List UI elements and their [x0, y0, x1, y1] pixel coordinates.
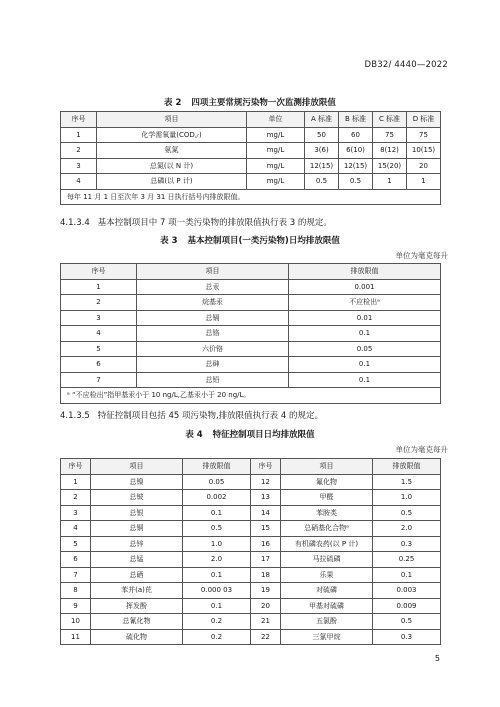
column-header: 序号 [61, 112, 97, 128]
table-row [61, 143, 441, 159]
table-row [61, 474, 441, 490]
table4-title: 特征控制项目日均排放限值 [212, 430, 315, 440]
table-cell: 挥发酚 [91, 598, 183, 614]
column-header: 项目 [137, 264, 289, 280]
table-cell: 马拉硫磷 [281, 552, 373, 568]
table-cell: 化学需氧量(COD꜀ᵣ) [97, 127, 247, 143]
table-cell: 4 [61, 174, 97, 190]
column-header: B 标准 [339, 112, 373, 128]
table-cell: 6(10) [339, 143, 373, 159]
table-cell: 0.001 [289, 279, 441, 295]
column-header: 项目 [91, 459, 183, 475]
table3-title: 基本控制项目(一类污染物)日均排放限值 [187, 236, 340, 246]
table3-caption [0, 234, 500, 246]
table-cell: 12(15) [339, 158, 373, 174]
table-note-row [61, 388, 441, 404]
table-row [61, 521, 441, 537]
table-cell: 3(6) [305, 143, 339, 159]
table-cell: 总硝基化合物ᵃ [281, 521, 373, 537]
paragraph-text: 基本控制项目中 7 项一类污染物的排放限值执行表 3 的规定。 [97, 218, 332, 228]
table-cell: 4 [61, 521, 91, 537]
page-number: 5 [434, 654, 440, 663]
column-header: A 标准 [305, 112, 339, 128]
table-cell: 1 [61, 474, 91, 490]
table-cell: 0.000 03 [183, 583, 251, 599]
table-cell: 硫化物 [91, 629, 183, 645]
column-header: 排放限值 [373, 459, 441, 475]
table-cell: 2.0 [183, 552, 251, 568]
table-cell: 苯胺类 [281, 505, 373, 521]
table-cell: 7 [61, 567, 91, 583]
table-cell: 苯并(a)芘 [91, 583, 183, 599]
table-cell: 0.1 [183, 505, 251, 521]
table-cell: 16 [251, 536, 281, 552]
table-cell: 18 [251, 567, 281, 583]
table-cell: 0.002 [183, 490, 251, 506]
paragraph-number: 4.1.3.5 [60, 411, 90, 421]
table-cell: 0.5 [373, 614, 441, 630]
table-cell: mg/L [247, 174, 305, 190]
table-cell: 15(20) [373, 158, 407, 174]
table-cell: 0.05 [183, 474, 251, 490]
table-cell: 10 [61, 614, 91, 630]
table-cell: 0.5 [183, 521, 251, 537]
table-cell: 有机磷农药(以 P 计) [281, 536, 373, 552]
column-header: 排放限值 [183, 459, 251, 475]
table-cell: 0.1 [289, 372, 441, 388]
table-row [61, 341, 441, 357]
table-cell: 0.3 [373, 536, 441, 552]
table-cell: 3 [61, 310, 137, 326]
table-cell: 14 [251, 505, 281, 521]
table-cell: 10(15) [407, 143, 441, 159]
table-note-row [61, 189, 441, 205]
table4-caption [0, 428, 500, 440]
table-cell: 3 [61, 158, 97, 174]
table-cell: 总镉 [137, 310, 289, 326]
table-cell: 7 [61, 372, 137, 388]
table-cell: 0.1 [289, 357, 441, 373]
table-cell: 11 [61, 629, 91, 645]
table-row [61, 279, 441, 295]
table-row [61, 127, 441, 143]
table-cell: 0.1 [373, 567, 441, 583]
table-cell: 1.5 [373, 474, 441, 490]
column-header: 排放限值 [289, 264, 441, 280]
table-cell: 烷基汞 [137, 295, 289, 311]
table-cell: 21 [251, 614, 281, 630]
table-cell: 总铍 [91, 490, 183, 506]
table-cell: 氨氮 [97, 143, 247, 159]
table-cell: 5 [61, 536, 91, 552]
column-header: 序号 [61, 459, 91, 475]
table-cell: 总铅 [137, 372, 289, 388]
table-cell: 0.2 [183, 614, 251, 630]
table-row [61, 372, 441, 388]
table-row [61, 598, 441, 614]
table-cell: 6 [61, 552, 91, 568]
table-cell: 对硫磷 [281, 583, 373, 599]
table3-unit: 单位为毫克每升 [395, 251, 448, 260]
table-cell: 总硒 [91, 567, 183, 583]
table-row [61, 505, 441, 521]
table-cell: 0.003 [373, 583, 441, 599]
table-row [61, 629, 441, 645]
paragraph-4-1-3-5 [60, 409, 323, 421]
table-cell: 不应检出ᵃ [289, 295, 441, 311]
table4 [60, 458, 441, 645]
table-row [61, 490, 441, 506]
table-cell: 总汞 [137, 279, 289, 295]
table2-number: 表 2 [164, 98, 182, 108]
paragraph-text: 特征控制项目包括 45 项污染物,排放限值执行表 4 的规定。 [97, 411, 323, 421]
column-header: 项目 [281, 459, 373, 475]
table-cell: 1.0 [183, 536, 251, 552]
table-cell: 五氯酚 [281, 614, 373, 630]
table2 [60, 111, 441, 205]
table-row [61, 614, 441, 630]
table-cell: 1 [61, 127, 97, 143]
table-cell: 0.5 [339, 174, 373, 190]
table-cell: 13 [251, 490, 281, 506]
table-cell: 2.0 [373, 521, 441, 537]
table-cell: 2 [61, 490, 91, 506]
table-cell: 2 [61, 295, 137, 311]
table-cell: 0.5 [373, 505, 441, 521]
table3-header-row [61, 264, 441, 280]
table-cell: 20 [251, 598, 281, 614]
table-cell: 甲醛 [281, 490, 373, 506]
table-cell: 15 [251, 521, 281, 537]
table-cell: 六价铬 [137, 341, 289, 357]
table-cell: 4 [61, 326, 137, 342]
table-row [61, 295, 441, 311]
document-code: DB32/ 4440—2022 [364, 60, 448, 70]
table-cell: 17 [251, 552, 281, 568]
table-cell: 总磷(以 P 计) [97, 174, 247, 190]
table-row [61, 567, 441, 583]
table-row [61, 174, 441, 190]
column-header: D 标准 [407, 112, 441, 128]
table-cell: mg/L [247, 143, 305, 159]
table-cell: 1 [373, 174, 407, 190]
table-cell: 5 [61, 341, 137, 357]
table-cell: 1 [61, 279, 137, 295]
table-cell: 总锰 [91, 552, 183, 568]
table-cell: 3 [61, 505, 91, 521]
table-cell: 0.25 [373, 552, 441, 568]
paragraph-number: 4.1.3.4 [60, 218, 90, 228]
table2-caption [0, 96, 500, 108]
table-cell: 总锌 [91, 536, 183, 552]
paragraph-4-1-3-4 [60, 216, 332, 228]
table-cell: mg/L [247, 158, 305, 174]
table-cell: 总氰化物 [91, 614, 183, 630]
table-cell: 20 [407, 158, 441, 174]
table-cell: 75 [407, 127, 441, 143]
table-cell: 2 [61, 143, 97, 159]
table-cell: 氟化物 [281, 474, 373, 490]
table-cell: 总铜 [91, 521, 183, 537]
table-note: 每年 11 月 1 日至次年 3 月 31 日执行括号内排放限值。 [61, 189, 441, 205]
table-cell: 8 [61, 583, 91, 599]
table2-title: 四项主要常规污染物一次监测排放限值 [191, 98, 336, 108]
table-cell: 0.009 [373, 598, 441, 614]
table-row [61, 310, 441, 326]
table-cell: 总铬 [137, 326, 289, 342]
table-cell: 总银 [91, 505, 183, 521]
table-cell: 9 [61, 598, 91, 614]
table-row [61, 158, 441, 174]
column-header: 序号 [251, 459, 281, 475]
table-cell: 12(15) [305, 158, 339, 174]
column-header: C 标准 [373, 112, 407, 128]
table4-unit: 单位为毫克每升 [395, 445, 448, 454]
table-cell: 0.3 [373, 629, 441, 645]
table3-number: 表 3 [160, 236, 178, 246]
table4-header-row [61, 459, 441, 475]
table-cell: 0.1 [289, 326, 441, 342]
column-header: 单位 [247, 112, 305, 128]
table-cell: 总镍 [91, 474, 183, 490]
table-cell: 50 [305, 127, 339, 143]
table-cell: 1.0 [373, 490, 441, 506]
table-cell: 三氯甲烷 [281, 629, 373, 645]
table-cell: 0.2 [183, 629, 251, 645]
table4-number: 表 4 [185, 430, 203, 440]
table-cell: 60 [339, 127, 373, 143]
table-row [61, 583, 441, 599]
table-cell: 8(12) [373, 143, 407, 159]
table-row [61, 326, 441, 342]
table-cell: 75 [373, 127, 407, 143]
table-row [61, 357, 441, 373]
column-header: 序号 [61, 264, 137, 280]
table-cell: 0.1 [183, 567, 251, 583]
table-cell: 22 [251, 629, 281, 645]
table-cell: 0.05 [289, 341, 441, 357]
table-row [61, 552, 441, 568]
table-cell: 总氮(以 N 计) [97, 158, 247, 174]
table-cell: mg/L [247, 127, 305, 143]
table3 [60, 263, 441, 404]
table-cell: 总砷 [137, 357, 289, 373]
table-cell: 19 [251, 583, 281, 599]
column-header: 项目 [97, 112, 247, 128]
table-note: ᵃ “不应检出”指甲基汞小于 10 ng/L,乙基汞小于 20 ng/L。 [61, 388, 441, 404]
table-cell: 6 [61, 357, 137, 373]
table-cell: 甲基对硫磷 [281, 598, 373, 614]
table-cell: 0.5 [305, 174, 339, 190]
table-cell: 0.1 [183, 598, 251, 614]
table2-header-row [61, 112, 441, 128]
table-cell: 12 [251, 474, 281, 490]
table-cell: 0.01 [289, 310, 441, 326]
table-cell: 1 [407, 174, 441, 190]
table-cell: 乐果 [281, 567, 373, 583]
table-row [61, 536, 441, 552]
